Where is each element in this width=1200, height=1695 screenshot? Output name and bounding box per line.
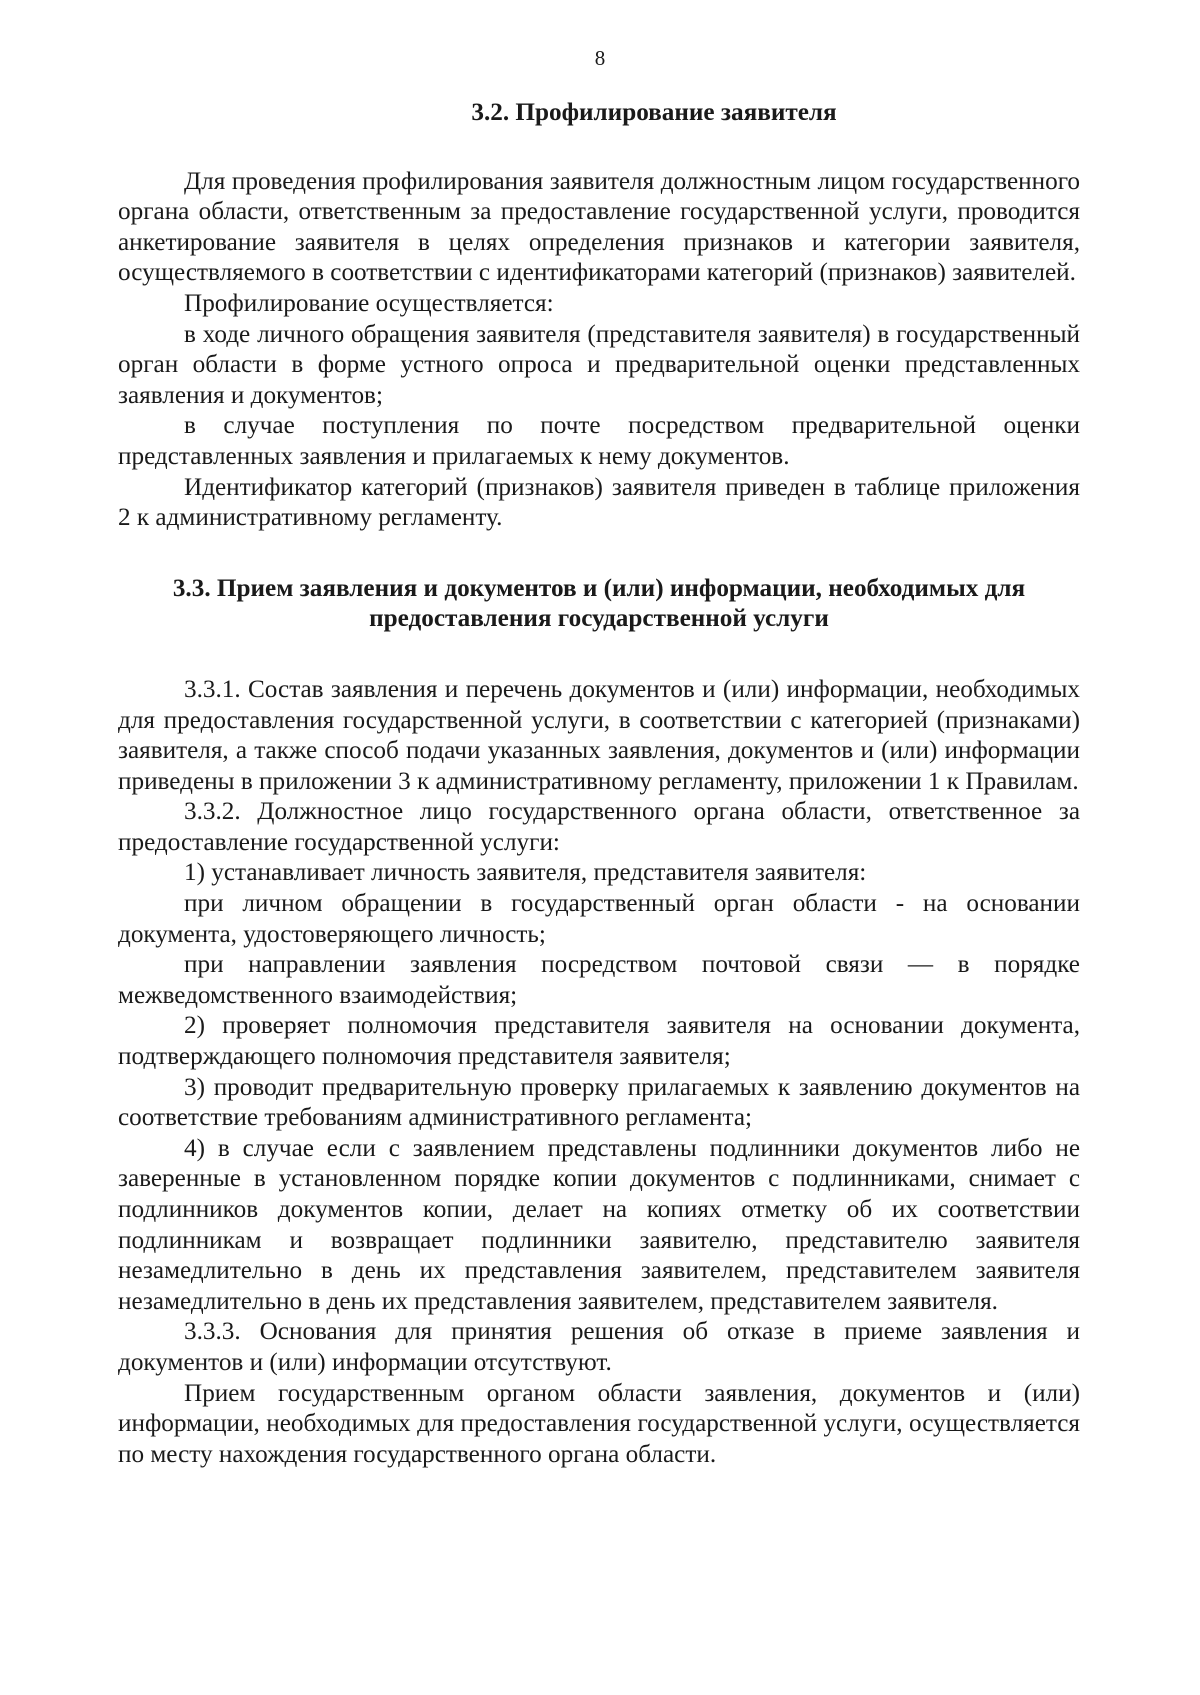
paragraph: при направлении заявления посредством почтовой связи — в порядке межведомственного взаимодействия; <box>118 951 1080 1009</box>
paragraph: Для проведения профилирования заявителя должностным лицом государственного органа области, ответственным за предоставление государственной услуги, проводится анкетирование заявителя в целях определения признаков и категории заявителя, осуществляемого в соответствии с идентификаторами категорий (признаков) заявителей. <box>118 167 1080 287</box>
paragraph: в ходе личного обращения заявителя (представителя заявителя) в государственный орган области в форме устного опроса и предварительной оценки представленных заявления и документов; <box>118 320 1080 409</box>
paragraph: 3) проводит предварительную проверку прилагаемых к заявлению документов на соответствие требованиям административного регламента; <box>118 1073 1080 1132</box>
paragraph: 3.3.1. Состав заявления и перечень документов и (или) информации, необходимых для предоставления государственной услуги, в соответствии с категорией (признаками) заявителя, а также способ подачи указанных заявления, документов и (или) информации приведены в приложении 3 к административному регламенту, приложении 1 к Правилам. <box>118 675 1080 795</box>
section-heading-3-2: 3.2. Профилирование заявителя <box>471 99 837 126</box>
paragraph: 4) в случае если с заявлением представлены подлинники документов либо не заверенные в установленном порядке копии документов с подлинниками, снимает с подлинников документов копии, делает на копиях отметку об их соответствии подлинникам и возвращает подлинники заявителю, представителю заявителя незамедлительно в день их представления заявителем, представителем заявителя незамедлительно в день их представления заявителем, представителем заявителя. <box>118 1134 1080 1315</box>
page-content <box>118 98 1080 1470</box>
paragraph: 2) проверяет полномочия представителя заявителя на основании документа, подтверждающего полномочия представителя заявителя; <box>118 1012 1080 1071</box>
paragraph: 3.3.3. Основания для принятия решения об отказе в приеме заявления и документов и (или) информации отсутствуют. <box>118 1318 1080 1376</box>
paragraph: при личном обращении в государственный орган области - на основании документа, удостоверяющего личность; <box>118 890 1080 948</box>
page-number: 8 <box>594 46 606 70</box>
paragraph: 1) устанавливает личность заявителя, представителя заявителя: <box>184 859 867 887</box>
section-heading-3-3: 3.3. Прием заявления и документов и (или) информации, необходимых для предоставления государственной услуги <box>172 574 1026 633</box>
paragraph: в случае поступления по почте посредством предварительной оценки представленных заявления и прилагаемых к нему документов. <box>118 412 1080 470</box>
paragraph: Профилирование осуществляется: <box>184 289 554 317</box>
paragraph: Прием государственным органом области заявления, документов и (или) информации, необходимых для предоставления государственной услуги, осуществляется по месту нахождения государственного органа области. <box>118 1379 1080 1468</box>
paragraph: Идентификатор категорий (признаков) заявителя приведен в таблице приложения 2 к административному регламенту. <box>118 473 1080 532</box>
paragraph: 3.3.2. Должностное лицо государственного органа области, ответственное за предоставление государственной услуги: <box>118 798 1080 856</box>
